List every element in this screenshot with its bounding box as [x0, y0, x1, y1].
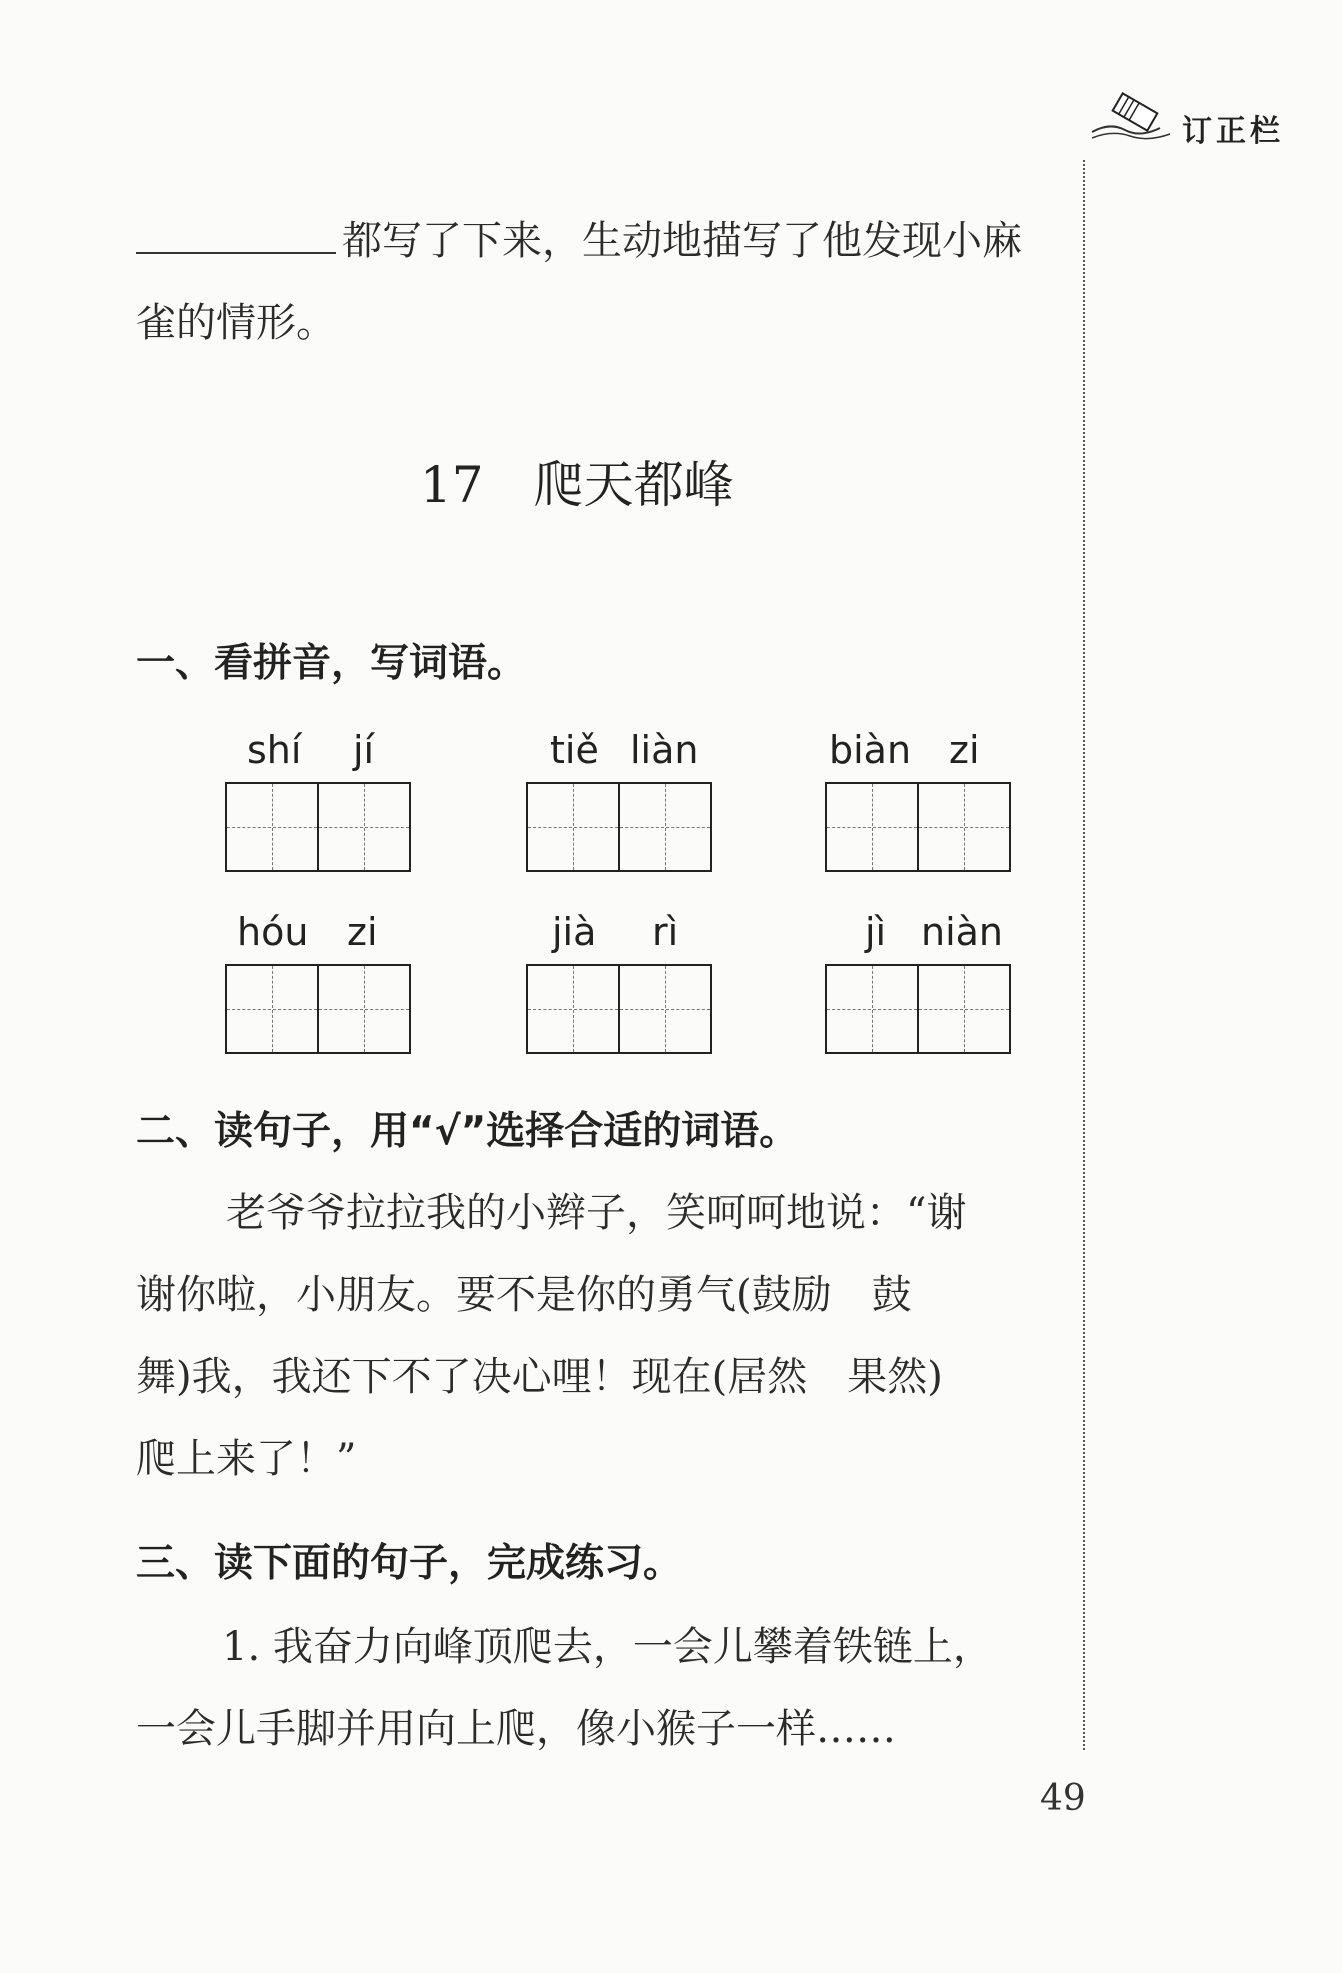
character-grid[interactable] [225, 782, 411, 872]
pinyin-label: biàn zi [829, 728, 980, 772]
correction-margin-divider [1083, 160, 1085, 1750]
section-2-heading: 二、读句子，用“√”选择合适的词语。 [136, 1109, 799, 1154]
grid-cell[interactable] [227, 966, 317, 1052]
pinyin-label: jià rì [552, 910, 679, 954]
grid-cell[interactable] [917, 966, 1009, 1052]
grid-cell[interactable] [618, 784, 710, 870]
pencil-eraser-icon [1090, 92, 1180, 142]
passage-line: 一会儿手脚并用向上爬，像小猴子一样…… [136, 1706, 896, 1752]
pinyin-item-6 [825, 910, 1015, 960]
fill-blank-line[interactable] [136, 220, 336, 254]
pinyin-item-1 [225, 728, 415, 778]
passage-line: 爬上来了！” [136, 1436, 357, 1482]
grid-cell[interactable] [528, 784, 618, 870]
page-number: 49 [1040, 1778, 1086, 1819]
lesson-name: 爬天都峰 [533, 456, 734, 514]
grid-cell[interactable] [317, 966, 409, 1052]
section-1-heading: 一、看拼音，写词语。 [136, 641, 527, 686]
character-grid[interactable] [225, 964, 411, 1054]
grid-cell[interactable] [618, 966, 710, 1052]
lesson-title [420, 445, 734, 517]
character-grid[interactable] [526, 782, 712, 872]
pinyin-item-4 [225, 910, 415, 960]
pinyin-item-5 [526, 910, 716, 960]
grid-cell[interactable] [827, 966, 917, 1052]
pinyin-label: shí jí [247, 728, 375, 772]
pinyin-item-2 [526, 728, 716, 778]
section-3-heading: 三、读下面的句子，完成练习。 [136, 1541, 683, 1586]
section-2-passage [136, 1172, 1066, 1500]
grid-cell[interactable] [528, 966, 618, 1052]
passage-line: 老爷爷拉拉我的小辫子，笑呵呵地说：“谢 [226, 1190, 967, 1236]
passage-line: 舞)我，我还下不了决心哩！现在(居然 果然) [136, 1354, 943, 1400]
character-grid[interactable] [825, 782, 1011, 872]
lesson-number: 17 [420, 456, 484, 514]
pinyin-label: hóu zi [237, 910, 378, 954]
character-grid[interactable] [825, 964, 1011, 1054]
character-grid[interactable] [526, 964, 712, 1054]
correction-column-label: 订正栏 [1182, 114, 1284, 149]
intro-paragraph [136, 200, 1066, 364]
passage-line: 谢你啦，小朋友。要不是你的勇气(鼓励 鼓 [136, 1272, 912, 1318]
correction-column-header [1090, 92, 1290, 152]
intro-line-1: 都写了下来，生动地描写了他发现小麻 [136, 200, 1066, 282]
grid-cell[interactable] [317, 784, 409, 870]
pinyin-label: tiě liàn [550, 728, 699, 772]
grid-cell[interactable] [917, 784, 1009, 870]
pinyin-label: jì niàn [865, 910, 1004, 954]
section-3-passage [136, 1606, 1066, 1770]
pinyin-item-3 [825, 728, 1015, 778]
passage-line: 1. 我奋力向峰顶爬去，一会儿攀着铁链上， [222, 1624, 993, 1670]
grid-cell[interactable] [827, 784, 917, 870]
intro-line-2: 雀的情形。 [136, 300, 336, 346]
grid-cell[interactable] [227, 784, 317, 870]
